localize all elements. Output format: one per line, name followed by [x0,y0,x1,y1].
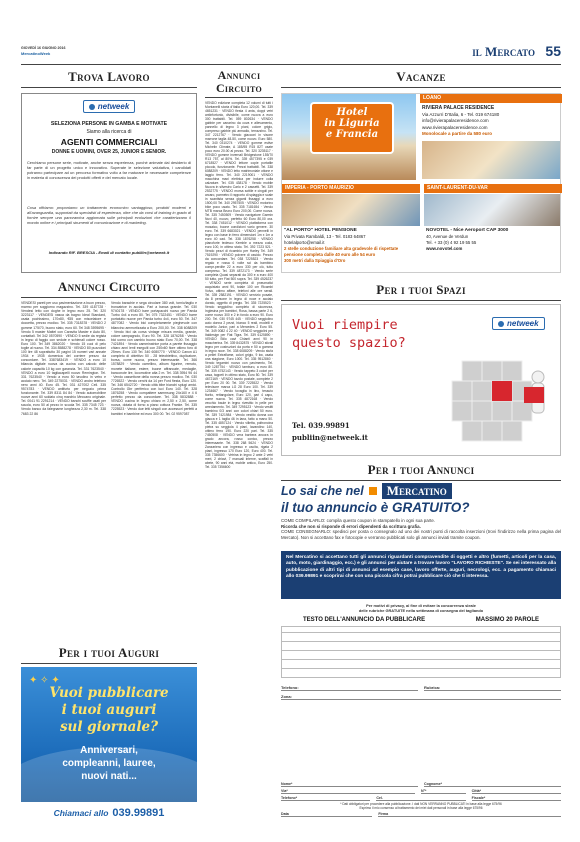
mercatino-consegnarlo: COME CONSEGNARLO: spedisci per posta o consegnalo ad uno dei nostri punti di raccolta inserzioni (trovi l'indirizzo nella prima pagina del Mercato). Non si accettano fax e fotocopie e verranno pubblicati solo gli annunci inviati tramite coupon. [281,529,561,540]
field-firma[interactable]: Firma [378,810,561,817]
auguri-ad [21,667,197,823]
hotel-photo-stlaurent [424,194,560,226]
hotel-badge: Hotel in Liguria e Francia [310,102,394,154]
header-date: GIOVEDÌ 16 GIUGNO 2016 [21,46,66,50]
listings-left-col1: VENDESI pareti per uso pavimentazione a buon prezzo, marmo per soggiorno magazzino. Tel. 339 4187728 · Vendesi letto con doghe in legno euro 25. Tel. 320 3223117 · VENDESI vasca da bagno Ideal Standard, usata pochissimo, 170x80, €55 con miscelatore e doccetta, prezzo modico. Tel. 335 7318378 · VENDO 2 gomme 175/70, buono stato, euro 60. Tel 348 3595695 · Vendo 5 master Mattel con Caravita Master e Auto 80, contattali. Tel 342 0570590 · VENDO 5 sedie da regista in legno di faggio con sedute e schienali colore rosso. Euro 100. Tel 349 3862020 · Vendo 15 cuoi di pelo toglie al nuovo. Tel. 334 8588278 · VENDO 80 puzzoloni 100 lire 48 soprattutto 30 pagini 15 numeri vari annate 1934 e 1935 domenica del corriere prezzo da concordare. Tel. 3387683419 · VENDO a euro 10 bilancia digitale nuova da cucina con calcolo delle calorie capacità 10 kg con garanzia. Tel. 331 7623540 · VENDO a euro 10 tagliacapelli nuovo Remington. Tel. 331 7623540 · Vendo a euro 50 tavolino in vetro e acciaio nero. Tel. 349 2275031 · VENDO andro telefono nero anni 40. Euro 45. Tel. 031 427002 Cell. 335 9574783 · VENDO antifurto per negozio prima funzionante. Tel. 339 8311 84 84 · Vendo automobiline nuove anni 60 soldato cinq marchio Meccano originale. Tel. 0041 91 2291214 · VENDO banchi scuffle usati per scuola, euro 50 al pezzo in scuola Tel. 335 7345 723 · Vendo banco da falegname lunghezza 2,30 m. Tel. 338 7683 22 86 [21,301,106,416]
field-rubrica[interactable]: Rubrica: [424,682,561,691]
mercatino-line1: Lo sai che nel Mercatino [281,483,561,499]
coupon-text-grid[interactable] [281,626,561,678]
field-citta[interactable]: Città* [472,787,561,794]
field-data[interactable]: Data [281,810,372,817]
spazi-ad [281,304,561,456]
field-numero[interactable]: N°* [421,787,466,794]
loano-note: Monolocale a partire da 580 euro [422,131,493,136]
section-title-annunci-circuito-left: Annunci Circuito [57,279,161,294]
header-publication: MercatinoWeek [21,51,51,56]
section-title-vacanze: Vacanze [396,69,446,84]
listings-left-col2: Vendo barachie e sega circolare 380 volt, tornio/taglio e troncatrice in acciaio. Pari a banca grande. Tel. 030 9740178 · VENDO bare portapacchi nuovo per Panda Turbo 4x4 a euro 80. Tel. 075 7322451 · VENDO barre portatutto nuove per Panda turbo 4x4, euro 50. Tel. 347 4877082 · Vendo bici completamente pieghevole con bilancino ammortizzata a Euro 200,00. Tel. 338 6088209 · Vendo bici da corsa vintage misura media, grande, colore campagnolo, Euro 90. Tel. 328 1876258 · Vendo bici uomo con cambio buono stato Euro 70,00. Tel. 338 7421894 · Vendo camminatrice porta a parete fissaggio chiaro anni lenti eseguiti con 250x60 fiore ottimo foro di 25mm. Euro 130 Tel. 340 6080770 · VENDO Canon A1 completo di obiettivo 50 - 28 teleobiettivo, duplicatore, borsa, come nuova, prezzo interessante. Tel. 366 1578829 · Vendo carrellino, album figurine, remoto, monete italiane, estere, buone affrancate, medaglie, banconote lire, locomotive alta 2 m. Tel. 338 3954 96 44 · Vendo cassettone della nonna prezzo modico. Tel. 030 7726522 · Vendo cerchi da 14 per Ford fiesta, Euro 120. Tel. 346 6542720 · Vendo città bibe bianchi splugi amici. Controllo Gbr periferico con luci Euro 140. Tel. 328 1876258 · Vendo compattere sammsung 24x160 e 4 6 perfetto prezzo da concordare. Tel. 338 5832888 · VENDO cucina in legno chiaro m 2,50 x 2,50, come nuova, dotata di forno a piano cottura Franke. Tel. 335 7225523 · Vendo due letti singoli con accessori perfetti a bambini e bambine ed euro 300 00. Tel. 02 9597087 [111,301,197,416]
mercatino-line2: il tuo annuncio è GRATUITO? [281,500,470,515]
hotel-photo-loano-2 [422,141,560,179]
job-ad [21,93,197,273]
confetti-icon: ✦ ✧ ✦ [29,675,60,686]
coupon-note-2: Esprimo il mio consenso al trattamento dei miei dati personali in base alla legge 675/96 [359,806,483,810]
field-telefono-2[interactable]: Telefono* [281,794,370,801]
loano-email: info@rivierapalaceresidence.com [422,118,489,123]
spazi-tel: Tel. 039.99891 [292,421,350,430]
spazi-netweek-logo: netweek [492,317,545,330]
field-cellulare[interactable]: Cel. [376,794,465,801]
job-target: DONNE E UOMINI, OVER 25, JUNIOR E SENIOR. [51,149,167,155]
mercatino-privacy-1: Per motivi di privacy, al fine di evitare la concorrenza sleale [366,603,476,609]
spazi-headline-2: questo spazio? [292,335,406,351]
stlaurent-name: NOVOTEL - Nice Aeroport CAP 3000 [426,228,509,233]
imperia-note-1: 2 stelle conduzione familiare alta gradevole di rispettate [284,246,399,251]
imperia-note-3: 300 metri dalla Spiaggia d'Oro [284,258,346,263]
job-sub: Siamo alla ricerca di [86,129,132,135]
imperia-name: "AL PORTO" HOTEL PENSIONE [284,228,357,233]
netweek-logo: netweek [83,100,136,113]
job-role: AGENTI COMMERCIALI [60,137,158,147]
header-section: il Mercato [472,44,535,59]
stlaurent-label: SAINT-LAURENT-DU-VAR [424,184,562,193]
job-offer: Cosa offriamo: proponiamo un trattamento economico vantaggioso, prodotti moderni e all'avanguardia, supportati da specialisti di esperienza, oltre che da corsi di training in grado di fornire sempre una panoramica aggiornata sulle principali evoluzioni che caratterizzano il mondo online e i principali strumenti di comunicazione e di marketing. [27,205,191,225]
imperia-label: IMPERIA - PORTO MAURIZIO [282,184,420,193]
coupon-title: TESTO DELL'ANNUNCIO DA PUBBLICARE [303,617,426,624]
loano-name: RIVIERA PALACE RESIDENCE [422,105,495,111]
field-cognome[interactable]: Cognome* [424,780,561,787]
mercatino-brand: Mercatino [382,483,452,499]
field-telefono[interactable]: Telefono: [281,682,418,691]
section-title-per-i-tuoi-spazi: Per i tuoi Spazi [376,282,466,297]
auguri-sub-1: Anniversari, [80,745,138,756]
spazi-email: publiin@netweek.it [292,433,368,442]
mercatino-privacy-2: delle rubriche GRATUITE nella settimana di consegna del tagliando [358,608,484,614]
mercatino-brand-square [369,487,377,495]
auguri-call-bar [21,802,197,823]
job-body: Cerchiamo persone serie, motivate, anche senza esperienza, purché animate dal desiderio di far parte di un progetto unico e innovativo. Superate le selezione valutativa, i candidati potranno partecipare ad un percorso formativo volto a far maturare le necessarie competenze in materia di conoscenza dei prodotti offerti e del mercato locale. [27,160,191,180]
imperia-note-2: pensione completa dalle 40 euro alle 54 euro [284,252,376,257]
loano-web: www.rivierapalaceresidence.com [422,124,488,130]
puzzle-figure-icon [442,351,552,451]
stlaurent-address: 40, Avenue de Verdun [426,234,469,239]
section-title-per-i-tuoi-auguri: Per i tuoi Auguri [58,645,160,660]
coupon-note-1: * Dati obbligatori per procedere alla pubblicazione. I dati NON VERRANNO PUBBLICATI in base alla legge 675/96 [340,802,502,806]
loano-address: Via Azzurri D'Italia, 6 - Tel. 019 674180 [422,111,500,117]
field-nome[interactable]: Nome* [281,780,418,787]
auguri-headline-3: sul giornale? [59,719,159,735]
field-via[interactable]: Via* [281,787,415,794]
auguri-headline-1: Vuoi pubblicare [49,685,169,701]
section-title-trova-lavoro: Trova Lavoro [68,69,150,84]
job-headline: SELEZIONA PERSONE IN GAMBA E MOTIVATE [50,121,168,127]
listings-middle-column: VENDO edizione completa 12 volumi di tutti i Montanelli storia d'Italia Euro 120,00. Tel. 339 4651231 · VENDO fiesta 4 anta, doppi vetri antinfortunio, divisibile, come nuova a euro 300 trattabili. Tel. 059 802634 · VENDO gabbie per canarino da cova e allevamento, pannello di legno 3 piani, colore grigio, compreso gabbie più armadio, terrazzino. Tel. 347 2212767 · Vendo giacconi in visone marrone taglia 48-50, come nuovo. Euro 580. Tel. 340 0310274 · VENDO gomme estive Michelin Climate, A 185/55 R15 82T usate poco euro 20.00 al pezzo. Tel. 320 3235117 · VENDO gomme invernali Bridgestone 155/70 R13 75T, al 80%. Tel. 339 4577395 e 039 6718527 · VENDO lettore copie portatile piccolo, funzionante. Prezzi trattabili. Tel. 338 6088209 · VENDO letto matrimoniale ottone e laggio ferro. Tel. 340 2219001 · VENDO macchina maxi elettrica per indurre colla calzature. Tel. 035 438178 · Vendo mobile Nuova in silvestro Carlo e 2 cassetti. Tel. 339 2532775 · VENDO morsa sottile e cingoli per arcaro, parmetro il rapporto di spiaggia e scale in scantista senza giganti fissaggi a euro 1500,00 Tel. 340 2957505 · VENDO motorino bike poco usato. Tel. 335 7181654 · Vendo MTB marca Bruno Euro 200,00. Come nuova. Tel. 335 7450509 · Vendo navigatore Garmin Nuvi 40, nuovo, perfetto 60 Euro 80,00 ora. Tel. 338 7451012 · VENDO piattaforma con mosaico, buone condizioni vario genere. 30 euro. Tel. 339 6683021 · VENDO pennelli in legno con base in ferro dimensioni 1m x 1m a euro 40 cad. Tel. 338 1876258 · VENDO pianoforte tedesco Kemble a mezza coda, euro 100, in ottimo stato. Tel. 392 7223 521 · Vendo pezzi di ricambio per Harley Tel. 349 7519290 · VENDO polvere di ossido. Prezzo da concordare. Tel. 038 7225523 · Vendo regalo e rossa 6 volte sci da bambino compr.perdite 22 a euro 330 per ciò, tutto compreso. Tel. 339 4872173 · Vendo serie completa Quasi separati da 300 e a euro 400 50 tutto, per Fiat 500 sopra. Tel. 339 4526237 · VENDO serie completa di pneumatici acquistato anni 90, totale 100 cm Ricambi Volvo, ottimo affare, telefoni alle ore serali. Tel. 339 2582191 · VENDO servizio posate, da 8 persone in legno di noce e acciaio dorato, oggetto di pregio. Tel. 335 7225523 · Vendo seggiolino completo di sicurezza, Inglesina per bambini, Rosa, bassa parte 2 6, come nuovo 300 e 2 in fondo a euro 90. Euro 200. Tel. 030 9745 445 · VENDO seggiolino auto donna 2 pezzi, bianco 5 reali, modelli e modello Junior, pari a Mercedes 2 Euro 55. Tel. 349 0082 4 22 40 · VENDO seggiolini per Italdesign per Fiat Tigra. Tel. 339 6125890 · VENDO Stilo cavi Chianti anni 90 in mascherina. Tel. 339 8432875 · VENDO stivali legno per costruzioni da porta e 50 a gomma in legno noce. Tel. 338 6088209 · Vendo stufa a pellet Extraflame, colori grigio, 9 kw, usata una stagione, Euro 1000. Tel. 335 9512860 · Vendo tegamini nuovo con pavimento, Tel. 349 1287754 · VENDO tamburo, a euro 80. Tel. 339 4752143 · Vendo tappeto 3 colori per casa, tappeti in ottimo stato, Euro 50. Tel. 339 4672169 · VENDO tavolo postale, complete 2 per Euro 20 00. Tel. 339 7225522 · Vendo televisore marca LG 28 Euro 100. Tel. 339 1234667 · Vendo tovaglia in lino, tessuto fiorito, rettangolare, Euro 120, pari 4 capo, come nuova. Tel. 335 4872168 · Vendo vecchio baule in legno rivestito in pelle per arredamento. Tel. 349 7295123 · Vendo vestiti bambino 0/3 anni con colori chiari 50 euro. Tel. 339 7421984 · Vendo vestito donna con giacca e 1 taglia 46 in lana, fatto a mano 50. Tel. 335 4857124 · Vendo villetta, poltroncina pietra su seggiola 4 piani, lavandino 140, ottimo ferro 190. Euro 220 pari. Tel. 335 7450508 · VENDO vera barbera ancora in grado ancora, rosso conico, prezzo interessante. Tel. 338 268 5624 · VENDO Zanzariera con ingresso e uscita, rigata 2 piani, ingresso 170 Euro 120, Euro 400. Tel. 335 7356600 · Vetrina in legno 2 ante 2 vetri meri, 2 chiavi, 7 manuali interne, scaffali in abete, 90 anni età, mobile antico, Euro 250. Tel. 335 7356600 [205,101,273,469]
hotel-photo-imperia [282,194,420,226]
section-title-annunci-circuito-top: Annunci Circuito [215,68,263,95]
auguri-call-prefix: Chiamaci allo [53,807,109,818]
mercatino-coupon [281,483,561,823]
page-header [21,42,561,64]
stlaurent-tel: Tel. + 33 (0) 4 92 19 55 55 [426,240,477,245]
spazi-headline-1: Vuoi riempire [292,317,398,333]
netweek-icon [498,321,504,327]
section-title-per-i-tuoi-annunci: Per i tuoi Annunci [367,462,475,477]
imperia-address: Via Privata Rambaldi, 13 - Tel. 0183 64867 [284,234,366,239]
netweek-icon [89,104,95,110]
mercatino-compilarlo: COME COMPILARLO: compila questo coupon in stampatello in ogni sua parte. [281,518,435,523]
mercatino-notice: Nel Mercatino si accettano tutti gli annunci riguardanti compravendite di oggetti e altro (fumetti, articoli per la casa, auto, moto, giardinaggio, ecc.) e gli annunci per aiutare a trovare lavoro "LAVORO RICHIESTE". Se sei interessato alla pubblicazione di altri tipi di annunci ad esempio case, lavoro offerte, auguri, necrologi, ecc. a pagamento chiamaci allo 039.99891 e scoprirai che con una piccola cifra potrai pubblicare ciò che ti interessa. [281,551,561,599]
hotel-ad [281,93,561,273]
field-codice-fiscale[interactable]: Fiscale* [472,794,561,801]
field-zona[interactable]: Zona: [281,691,561,700]
page-number: 55 [545,43,561,59]
coupon-limit: MASSIMO 20 PAROLE [475,617,539,624]
auguri-call-number: 039.99891 [112,806,165,819]
loano-label: LOANO [420,94,562,103]
mercatino-ricorda: Ricorda che non si risponde di errori dipendenti da scrittura grafia. [281,523,421,529]
job-contact: Indicando RIF. BRESCIA - Email di contatto publilin@netweek.it [48,250,170,255]
auguri-sub-2: compleanni, lauree, [62,758,156,769]
stlaurent-web: www.novotel.com [426,246,463,251]
auguri-headline-2: i tuoi auguri [61,702,157,718]
imperia-email: hotelalporto@email.it [284,240,325,245]
auguri-sub-3: nuovi nati... [81,771,137,782]
